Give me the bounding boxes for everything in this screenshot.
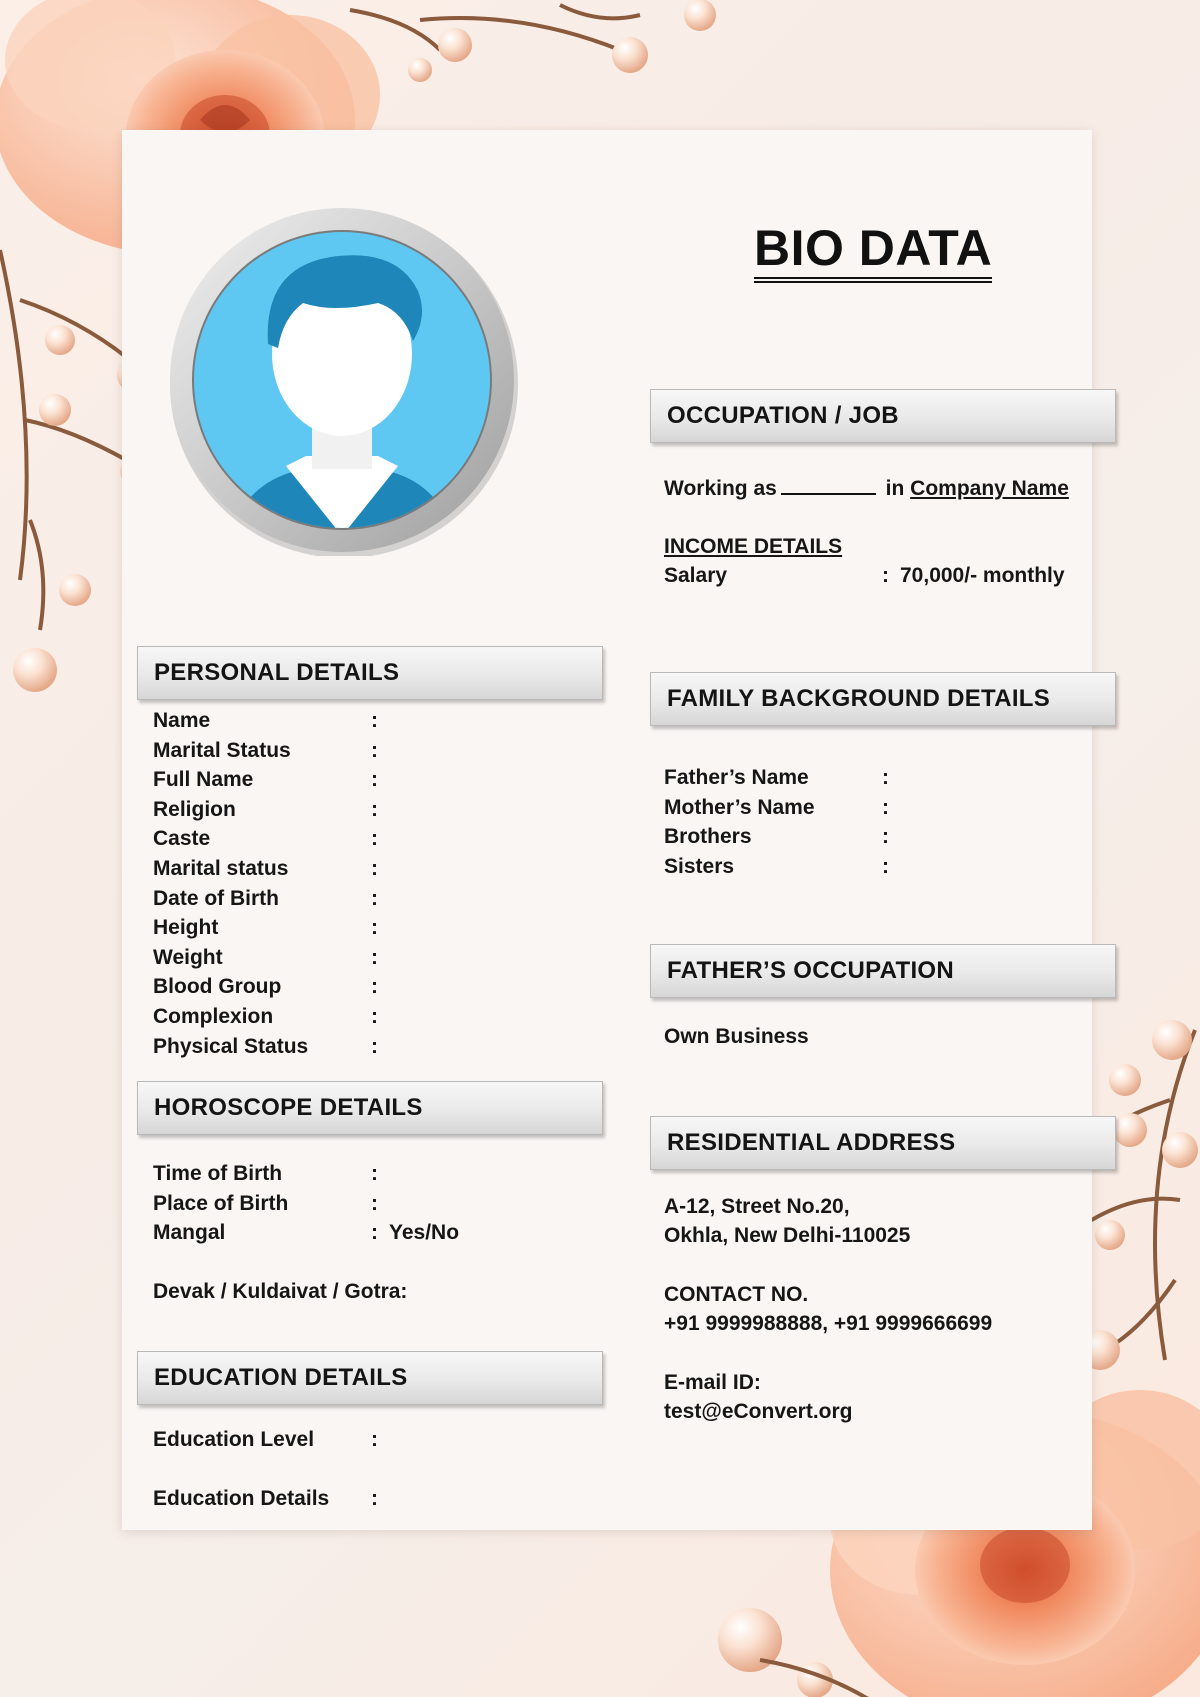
- detail-label: Mangal: [153, 1221, 226, 1245]
- detail-colon: :: [371, 1162, 378, 1185]
- detail-colon: :: [371, 797, 378, 821]
- detail-row: [153, 1425, 573, 1454]
- address-line-2: Okhla, New Delhi-110025: [664, 1224, 911, 1247]
- branch-left: [0, 250, 135, 630]
- detail-label: Height: [153, 916, 219, 940]
- personal-heading: PERSONAL DETAILS: [137, 646, 603, 700]
- address-line-1: A-12, Street No.20,: [664, 1195, 850, 1218]
- detail-label: Mother’s Name: [664, 795, 815, 819]
- father-occupation-value: Own Business: [664, 1025, 809, 1048]
- detail-colon: :: [882, 854, 889, 878]
- detail-row: [153, 1002, 573, 1031]
- detail-label: Education Details: [153, 1487, 330, 1510]
- occupation-heading: OCCUPATION / JOB: [650, 389, 1116, 443]
- detail-row: [153, 1218, 573, 1247]
- salary-value: 70,000/- monthly: [900, 564, 1065, 587]
- detail-row: [153, 795, 573, 824]
- detail-label: Caste: [153, 827, 211, 851]
- detail-label: Father’s Name: [664, 766, 809, 789]
- detail-row: [153, 854, 573, 883]
- detail-label: Religion: [153, 797, 236, 821]
- detail-row: [664, 852, 1084, 881]
- detail-label: Weight: [153, 945, 223, 969]
- father-occupation-heading: FATHER’S OCCUPATION: [650, 944, 1116, 998]
- detail-label: Place of Birth: [153, 1191, 289, 1215]
- contact-value: +91 9999988888, +91 9999666699: [664, 1312, 993, 1335]
- detail-row: [153, 824, 573, 853]
- detail-colon: :: [882, 766, 889, 789]
- email-value: test@eConvert.org: [664, 1400, 853, 1423]
- detail-label: Complexion: [153, 1005, 274, 1028]
- detail-row: [153, 706, 573, 735]
- detail-colon: :: [371, 886, 378, 910]
- detail-label: Time of Birth: [153, 1162, 283, 1185]
- detail-colon: :: [371, 1221, 378, 1245]
- detail-row: [153, 765, 573, 794]
- detail-label: Name: [153, 709, 211, 732]
- detail-row: [153, 1032, 573, 1061]
- detail-colon: :: [371, 1428, 378, 1451]
- detail-row: [664, 793, 1084, 822]
- salary-row: [664, 561, 1084, 590]
- detail-value: Yes/No: [389, 1221, 460, 1245]
- in-label: in: [885, 477, 905, 500]
- detail-label: Marital Status: [153, 738, 291, 762]
- profile-photo-placeholder: [166, 204, 518, 556]
- detail-colon: :: [371, 709, 378, 732]
- detail-row: [153, 1159, 573, 1188]
- detail-colon: :: [882, 825, 889, 849]
- address-heading: RESIDENTIAL ADDRESS: [650, 1116, 1116, 1170]
- income-heading: INCOME DETAILS: [664, 535, 843, 558]
- detail-row: [664, 822, 1084, 851]
- detail-row: [153, 736, 573, 765]
- pearls-top: [408, 0, 716, 82]
- salary-colon: :: [882, 564, 889, 587]
- detail-colon: :: [371, 975, 378, 999]
- detail-colon: :: [371, 857, 378, 880]
- detail-row: [153, 913, 573, 942]
- detail-row: [153, 1484, 573, 1513]
- detail-label: Full Name: [153, 768, 254, 792]
- family-heading: FAMILY BACKGROUND DETAILS: [650, 672, 1116, 726]
- detail-label: Physical Status: [153, 1034, 309, 1058]
- detail-row: [153, 884, 573, 913]
- detail-row: [664, 763, 1084, 792]
- detail-colon: :: [371, 916, 378, 940]
- detail-colon: :: [882, 795, 889, 819]
- detail-row: [153, 972, 573, 1001]
- detail-colon: :: [371, 768, 378, 792]
- email-label: E-mail ID:: [664, 1371, 761, 1394]
- detail-label: Education Level: [153, 1428, 315, 1451]
- detail-label: Marital status: [153, 857, 289, 880]
- salary-label: Salary: [664, 564, 728, 587]
- detail-label: Brothers: [664, 825, 752, 849]
- branch-top: [350, 5, 640, 50]
- detail-colon: :: [371, 738, 378, 762]
- page-title: BIO DATA: [754, 222, 992, 279]
- detail-label: Date of Birth: [153, 886, 279, 910]
- working-as-label: Working as: [664, 477, 777, 500]
- detail-colon: :: [371, 1005, 378, 1028]
- education-heading: EDUCATION DETAILS: [137, 1351, 603, 1405]
- detail-colon: :: [371, 827, 378, 851]
- contact-label: CONTACT NO.: [664, 1283, 809, 1306]
- detail-colon: :: [371, 1034, 378, 1058]
- detail-colon: :: [371, 945, 378, 969]
- working-as-line: [664, 474, 1069, 503]
- job-blank: [781, 475, 876, 495]
- detail-colon: :: [371, 1487, 378, 1510]
- detail-colon: :: [371, 1191, 378, 1215]
- detail-row: [153, 943, 573, 972]
- gotra-label: Devak / Kuldaivat / Gotra:: [153, 1280, 408, 1303]
- detail-label: Blood Group: [153, 975, 282, 999]
- pearls-bottom: [718, 1608, 833, 1697]
- detail-row: [153, 1189, 573, 1218]
- company-name: Company Name: [910, 477, 1069, 500]
- horoscope-heading: HOROSCOPE DETAILS: [137, 1081, 603, 1135]
- detail-label: Sisters: [664, 854, 735, 878]
